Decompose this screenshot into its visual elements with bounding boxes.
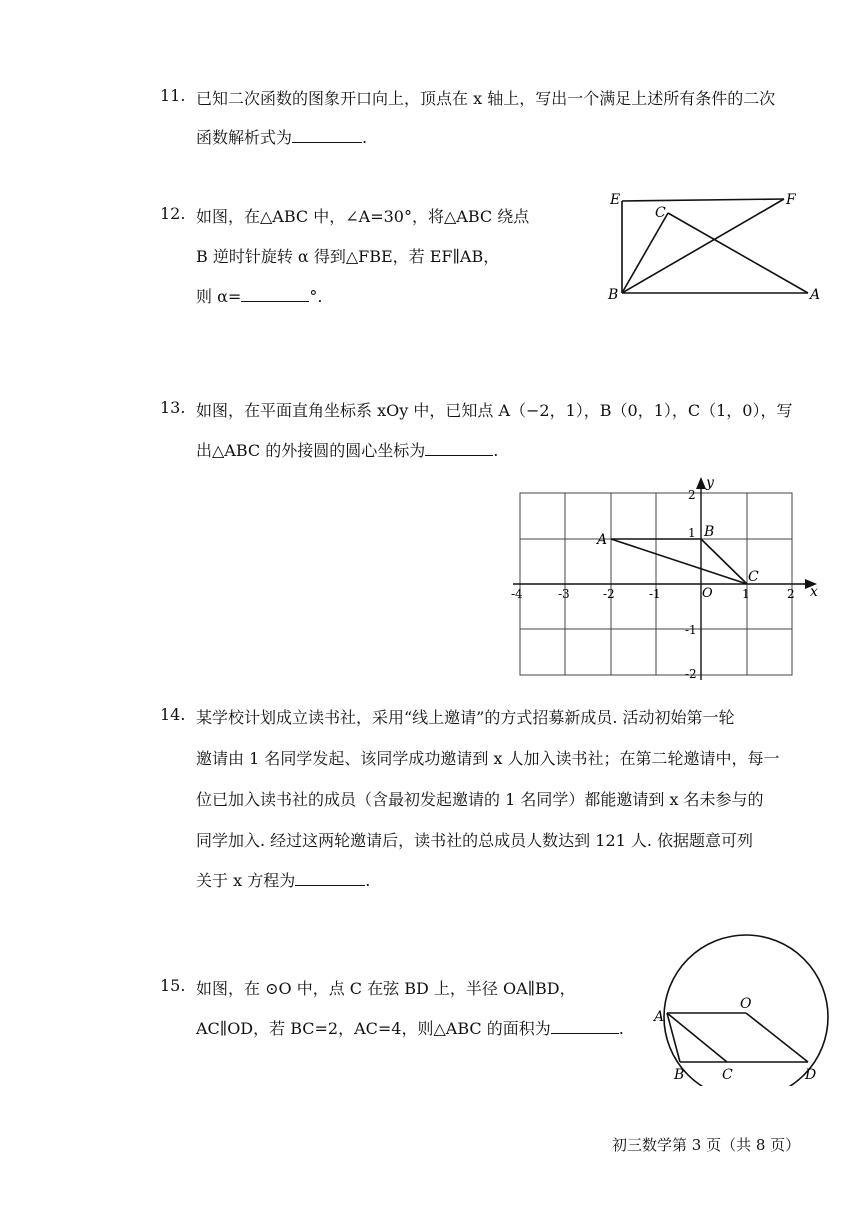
- question-text-line: 出△ABC 的外接圆的圆心坐标为: [196, 441, 426, 460]
- point-label-b: B: [704, 524, 715, 540]
- answer-blank[interactable]: [425, 441, 493, 456]
- question-text-line: 位已加入读书社的成员（含最初发起邀请的 1 名同学）都能邀请到 x 名未参与的: [196, 790, 764, 809]
- question-number: 11.: [160, 86, 186, 105]
- question-number: 13.: [160, 398, 186, 417]
- answer-blank[interactable]: [295, 871, 365, 886]
- origin-label: O: [702, 586, 713, 601]
- answer-blank[interactable]: [551, 1019, 619, 1034]
- answer-blank[interactable]: [292, 128, 362, 143]
- question-text-line: 同学加入. 经过这两轮邀请后，读书社的总成员人数达到 121 人. 依据题意可列: [196, 831, 754, 850]
- question-text-line: 关于 x 方程为: [196, 871, 296, 890]
- question-suffix: .: [618, 1019, 624, 1038]
- point-label-c: C: [722, 1067, 733, 1083]
- page-footer: 初三数学第 3 页（共 8 页）: [612, 1136, 801, 1154]
- x-tick-label: 1: [742, 587, 750, 601]
- point-label-f: F: [786, 192, 796, 208]
- axis-label-y: y: [706, 475, 714, 491]
- axis-label-x: x: [810, 584, 818, 600]
- question-text-line: 已知二次函数的图象开口向上，顶点在 x 轴上，写出一个满足上述所有条件的二次: [196, 89, 776, 108]
- point-label-a: A: [810, 287, 821, 303]
- question-suffix: .: [493, 441, 499, 460]
- x-tick-label: -2: [603, 587, 615, 601]
- point-label-d: D: [805, 1067, 817, 1083]
- question-text-line: 函数解析式为: [196, 128, 293, 147]
- circle-chords: [667, 1013, 808, 1062]
- triangle-abc: [611, 539, 747, 584]
- question-text-line: 如图，在平面直角坐标系 xOy 中，已知点 A（−2，1），B（0，1），C（1，0），写: [196, 401, 793, 420]
- y-tick-label: 1: [688, 526, 696, 540]
- point-label-o: O: [740, 996, 752, 1012]
- x-tick-label: -3: [558, 587, 570, 601]
- figure-coordinate-grid: [505, 474, 825, 682]
- question-text-line: 邀请由 1 名同学发起、该同学成功邀请到 x 人加入读书社；在第二轮邀请中，每一: [196, 749, 780, 768]
- y-tick-label: -2: [685, 667, 697, 681]
- point-label-a: A: [654, 1009, 665, 1025]
- question-number: 15.: [160, 976, 186, 995]
- question-suffix: °.: [309, 287, 323, 306]
- question-text-line: 则 α=: [196, 287, 242, 306]
- x-tick-label: -1: [649, 587, 661, 601]
- y-tick-label: -1: [685, 623, 697, 637]
- question-text-line: 如图，在 ⊙O 中，点 C 在弦 BD 上，半径 OA∥BD，: [196, 979, 576, 998]
- question-text-line: 如图，在△ABC 中，∠A=30°，将△ABC 绕点: [196, 207, 530, 226]
- x-tick-label: -4: [511, 587, 523, 601]
- point-label-b: B: [674, 1067, 685, 1083]
- figure-circle-o: [648, 928, 858, 1086]
- point-label-c: C: [655, 205, 666, 221]
- axes: [513, 477, 817, 680]
- x-tick-label: 2: [787, 587, 795, 601]
- question-number: 12.: [160, 204, 186, 223]
- question-number: 14.: [160, 705, 186, 724]
- answer-blank[interactable]: [241, 287, 309, 302]
- point-label-b: B: [608, 287, 619, 303]
- question-text-line: AC∥OD，若 BC=2，AC=4，则△ABC 的面积为: [196, 1019, 551, 1038]
- question-text-line: 某学校计划成立读书社，采用“线上邀请”的方式招募新成员. 活动初始第一轮: [196, 708, 735, 727]
- figure-rotation-triangle: [600, 186, 830, 308]
- question-suffix: .: [365, 871, 371, 890]
- point-label-a: A: [597, 532, 608, 548]
- question-suffix: .: [362, 128, 368, 147]
- question-text-line: B 逆时针旋转 α 得到△FBE，若 EF∥AB，: [196, 247, 500, 266]
- point-label-c: C: [748, 569, 759, 585]
- y-tick-label: 2: [688, 488, 696, 502]
- point-label-e: E: [610, 192, 621, 208]
